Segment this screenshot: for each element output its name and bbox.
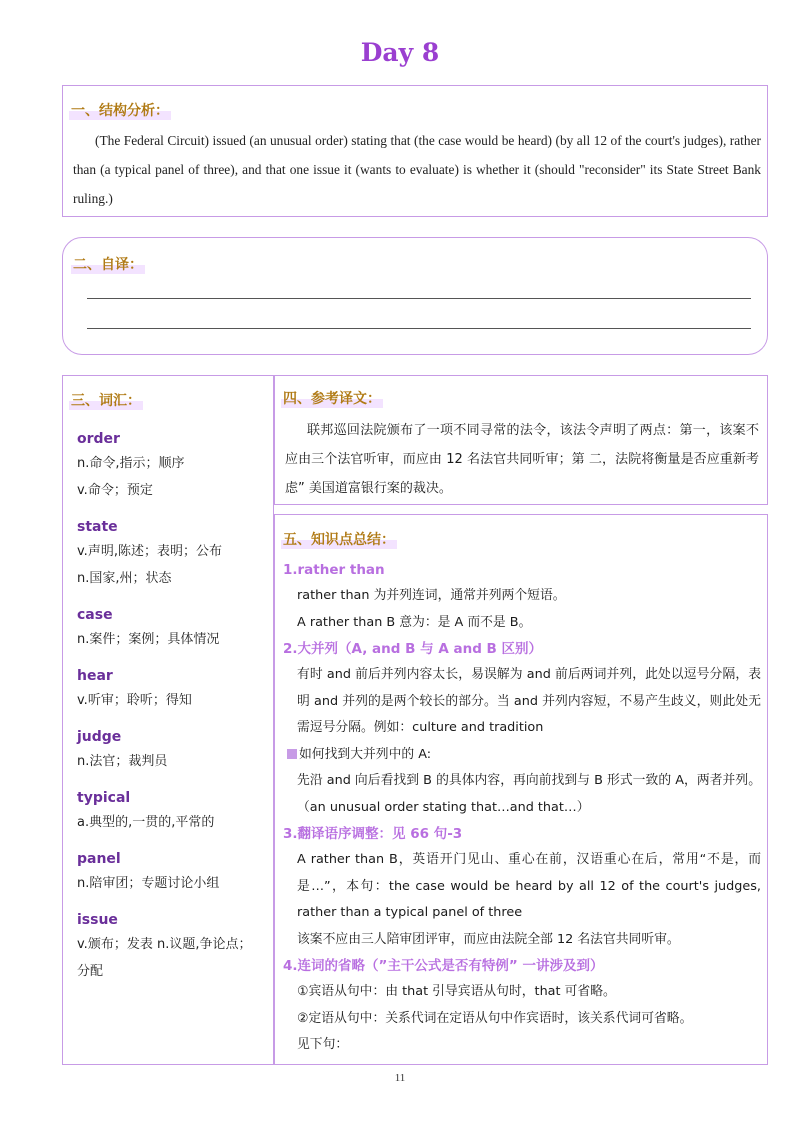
reference-translation-text: 联邦巡回法院颁布了一项不同寻常的法令，该法令声明了两点：第一，该案不应由三个法官听审，而应由 12 名法官共同听审；第 二，法院将衡量是否应重新考虑” 美国道富银行案的裁决。	[285, 423, 759, 496]
point-1-title: 1.rather than	[283, 562, 385, 578]
vocab-definition: v.听审；聆听；得知	[77, 693, 192, 708]
page-number: 11	[394, 1072, 406, 1084]
vocab-word: judge	[77, 729, 122, 745]
vocab-definition: a.典型的,一贯的,平常的	[77, 815, 215, 830]
vocabulary-heading: 三、词汇：	[69, 390, 143, 410]
point-4-text-a: ①宾语从句中：由 that 引导宾语从句时，that 可省略。	[297, 984, 616, 999]
point-2-title: 2.大并列（A, and B 与 A and B 区别）	[283, 641, 543, 657]
page-title: Day 8	[360, 38, 440, 67]
vocab-definition: v.命令；预定	[77, 483, 153, 498]
vocab-definition: n.命令,指示；顺序	[77, 456, 185, 471]
point-2-question	[283, 742, 761, 769]
point-2-question-text: 如何找到大并列中的 A:	[299, 746, 432, 762]
point-4-text-c: 见下句：	[297, 1037, 349, 1052]
point-3-text-a: A rather than B，英语开门见山、重心在前，汉语重心在后，常用“不是，而是…”，本句：the case would be heard by all 12 of the court's judges, rather than a typical panel of three	[297, 852, 761, 920]
vocab-definition: 分配	[77, 964, 104, 979]
point-3-title: 3.翻译语序调整：见 66 句-3	[283, 826, 463, 842]
vocab-word: panel	[77, 851, 121, 867]
self-translation-section	[62, 237, 768, 355]
point-2-text-c: 先沿 and 向后看找到 B 的具体内容，再向前找到与 B 形式一致的 A，两者并列。（an unusual order stating that…and that…）	[297, 773, 761, 815]
vocabulary-section	[62, 375, 274, 1065]
vocab-word: hear	[77, 668, 113, 684]
vocab-definition: v.颁布；发表 n.议题,争论点；	[77, 937, 252, 952]
vocab-definition: n.陪审团；专题讨论小组	[77, 876, 220, 891]
structure-analysis-section	[62, 85, 768, 217]
vocab-definition: n.案件；案例；具体情况	[77, 632, 220, 647]
answer-line-2[interactable]	[87, 328, 751, 329]
vocab-definition: v.声明,陈述；表明；公布	[77, 544, 222, 559]
point-3-text-b: 该案不应由三人陪审团评审，而应由法院全部 12 名法官共同听审。	[297, 931, 680, 947]
knowledge-summary-heading: 五、知识点总结：	[281, 529, 397, 549]
vocab-definition: n.国家,州；状态	[77, 571, 172, 586]
point-4-text-b: ②定语从句中：关系代词在定语从句中作宾语时，该关系代词可省略。	[297, 1010, 693, 1026]
reference-translation-section	[274, 375, 768, 505]
vocab-word: order	[77, 431, 120, 447]
point-2-text-a: 有时 and 前后并列内容太长，易误解为 and 前后两词并列，此处以逗号分隔，表明 and 并列的是两个较长的部分。当 and 并列内容短，不易产生歧义，则此处无需逗号分隔。例如：culture and tradition	[297, 667, 761, 735]
reference-translation-heading: 四、参考译文：	[281, 388, 383, 408]
highlight-marker-icon	[287, 749, 297, 759]
vocab-word: case	[77, 607, 113, 623]
point-1-text-b: A rather than B 意为：是 A 而不是 B。	[297, 614, 532, 630]
point-4-title: 4.连词的省略（”主干公式是否有特例” 一讲涉及到）	[283, 958, 604, 974]
knowledge-summary-section	[274, 514, 768, 1065]
point-1-text-a: rather than 为并列连词，通常并列两个短语。	[297, 588, 566, 603]
vocab-word: state	[77, 519, 118, 535]
vocab-word: issue	[77, 912, 118, 928]
vocab-word: typical	[77, 790, 131, 806]
self-translation-heading: 二、自译：	[71, 254, 145, 274]
structure-analysis-heading: 一、结构分析：	[69, 100, 171, 120]
knowledge-points	[283, 557, 761, 1059]
vocab-definition: n.法官；裁判员	[77, 754, 168, 769]
vocabulary-list	[77, 428, 267, 985]
answer-line-1[interactable]	[87, 298, 751, 299]
structure-analysis-text: (The Federal Circuit) issued (an unusual order) stating that (the case would be heard) (by all 12 of the court's judges), rather than (a typical panel of three), and that one issue it (wants to evaluate) is whether it (should "reconsider" its State Street Bank ruling.)	[73, 133, 761, 206]
